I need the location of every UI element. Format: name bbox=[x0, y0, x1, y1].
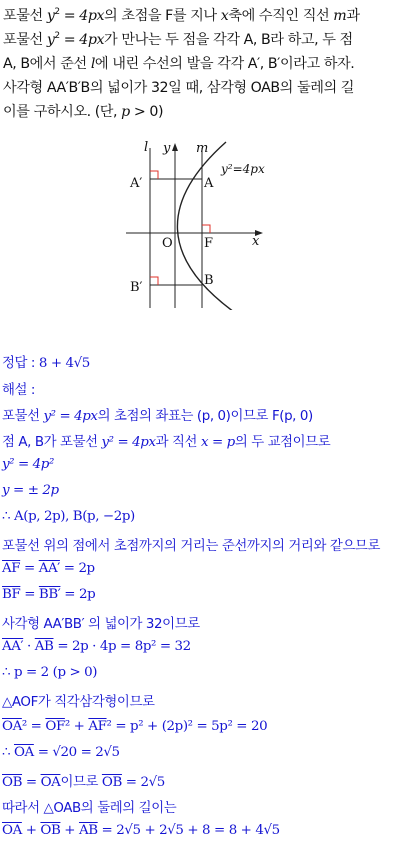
text: = bbox=[20, 561, 39, 576]
label-y: y bbox=[163, 141, 171, 156]
text: ² = bbox=[21, 719, 46, 734]
problem-line-5 bbox=[3, 100, 399, 124]
text: 의 초점을 F를 지나 bbox=[104, 8, 221, 24]
math: = 4px bbox=[59, 32, 105, 48]
text: 에 내린 수선의 발을 각각 A′, B′이라고 하자. bbox=[94, 56, 355, 72]
segment: $\overline{AF}$ bbox=[88, 719, 107, 734]
segment: $\overline{OA}$ bbox=[40, 775, 61, 790]
text: 과 bbox=[346, 8, 360, 24]
text: ² = p² + (2p)² = 5p² = 20 bbox=[106, 719, 268, 734]
solution-line bbox=[2, 405, 313, 424]
text: 점 A, B가 포물선 bbox=[2, 435, 102, 450]
math-sup: 2 bbox=[54, 31, 60, 41]
segment: $\overline{AF}$ bbox=[2, 561, 21, 576]
text: 이므로 bbox=[60, 775, 102, 790]
math: y bbox=[46, 8, 55, 24]
solution-line: ∴ p = 2 (p > 0) bbox=[2, 665, 98, 680]
math: p bbox=[121, 104, 130, 120]
text: = 2√5 bbox=[121, 775, 165, 790]
label-a-prime: A′ bbox=[130, 176, 143, 191]
parabola-figure bbox=[118, 140, 278, 310]
answer-line bbox=[2, 352, 90, 371]
math: m bbox=[333, 8, 347, 24]
segment: $\overline{OB}$ bbox=[40, 823, 61, 838]
segment: $\overline{OB}$ bbox=[2, 775, 23, 790]
text: 포물선 bbox=[3, 32, 47, 48]
label-b: B bbox=[204, 273, 214, 288]
solution-line bbox=[2, 561, 95, 576]
text: = 2p bbox=[59, 561, 95, 576]
solution-line bbox=[2, 431, 330, 450]
solution-line bbox=[2, 745, 120, 760]
text: 포물선 bbox=[2, 409, 44, 424]
segment: BB′ bbox=[38, 587, 61, 602]
solution-line: y² = 4p² bbox=[2, 457, 54, 472]
segment: $\overline{OF}$ bbox=[45, 719, 65, 734]
text: A, B에서 준선 bbox=[3, 56, 91, 72]
solution-line: 사각형 AA′BB′ 의 넓이가 32이므로 bbox=[2, 617, 200, 632]
text: 포물선 bbox=[3, 8, 47, 24]
solution-line bbox=[2, 587, 95, 602]
label-b-prime: B′ bbox=[130, 280, 143, 295]
text: = bbox=[22, 775, 41, 790]
answer-label: 정답 : bbox=[2, 356, 39, 371]
text: 의 두 교점이므로 bbox=[234, 435, 331, 450]
text: 가 만나는 두 점을 각각 A, B라 하고, 두 점 bbox=[104, 32, 353, 48]
text: = 2p · 4p = 8p² = 32 bbox=[53, 639, 191, 654]
segment: $\overline{OA}$ bbox=[13, 745, 34, 760]
math: x bbox=[220, 8, 229, 24]
solution-heading: 해설 : bbox=[2, 383, 36, 398]
segment: AA′ bbox=[38, 561, 60, 576]
text: + bbox=[60, 823, 79, 838]
text: ∴ bbox=[2, 745, 14, 760]
problem-line-4: 사각형 AA′B′B의 넓이가 32일 때, 삼각형 OAB의 둘레의 길 bbox=[3, 80, 355, 96]
label-o: O bbox=[162, 236, 173, 251]
problem-line-3 bbox=[3, 52, 399, 76]
solution-line bbox=[2, 719, 267, 734]
text: = 2p bbox=[60, 587, 96, 602]
solution-line: 포물선 위의 점에서 초점까지의 거리는 준선까지의 거리와 같으므로 bbox=[2, 539, 380, 554]
text: = 2√5 + 2√5 + 8 = 8 + 4√5 bbox=[97, 823, 280, 838]
label-f: F bbox=[204, 236, 214, 251]
solution-line: y = ± 2p bbox=[2, 483, 59, 498]
math: = 4px bbox=[59, 8, 105, 24]
right-angle-mark-b1 bbox=[150, 277, 158, 285]
text: + bbox=[21, 823, 41, 838]
right-angle-mark-a1 bbox=[150, 171, 158, 179]
text: 축에 수직인 직선 bbox=[228, 8, 334, 24]
math: y bbox=[46, 32, 55, 48]
label-a: A bbox=[204, 176, 214, 191]
label-m: m bbox=[196, 141, 209, 156]
math-sup: 2 bbox=[54, 7, 60, 17]
segment: $\overline{OA}$ bbox=[2, 719, 22, 734]
y-axis-arrow bbox=[172, 143, 178, 151]
math: x = p bbox=[200, 435, 235, 450]
segment: $\overline{AB}$ bbox=[34, 639, 54, 654]
segment: AA′ bbox=[2, 639, 24, 654]
math: y² = 4px bbox=[101, 435, 156, 450]
problem-line-2 bbox=[3, 28, 399, 52]
text: 의 초점의 좌표는 (p, 0)이므로 F(p, 0) bbox=[97, 409, 313, 424]
solution-line: ∴ A(p, 2p), B(p, −2p) bbox=[2, 509, 135, 524]
problem-line-1 bbox=[3, 4, 399, 28]
math: y² = 4px bbox=[43, 409, 98, 424]
label-l: l bbox=[144, 140, 149, 155]
right-angle-mark-f bbox=[202, 225, 210, 233]
solution-line bbox=[2, 823, 280, 838]
problem-statement bbox=[3, 4, 399, 124]
label-equation: y²=4px bbox=[221, 162, 265, 176]
solution-line: △AOF가 직각삼각형이므로 bbox=[2, 695, 155, 710]
text: 이를 구하시오. (단, bbox=[3, 104, 122, 120]
text: ² + bbox=[64, 719, 89, 734]
solution-line: 따라서 △OAB의 둘레의 길이는 bbox=[2, 801, 177, 816]
text: · bbox=[23, 639, 35, 654]
label-x: x bbox=[252, 234, 260, 249]
solution-line bbox=[2, 639, 191, 654]
text: > 0) bbox=[129, 104, 164, 120]
segment: $\overline{OA}$ bbox=[2, 823, 22, 838]
text: = bbox=[20, 587, 39, 602]
text: = √20 = 2√5 bbox=[33, 745, 120, 760]
segment: $\overline{AB}$ bbox=[78, 823, 98, 838]
segment: $\overline{BF}$ bbox=[2, 587, 21, 602]
answer-value: 8 + 4√5 bbox=[38, 356, 90, 371]
math: l bbox=[90, 56, 95, 72]
segment: $\overline{OB}$ bbox=[101, 775, 122, 790]
text: 과 직선 bbox=[155, 435, 201, 450]
solution-line bbox=[2, 771, 165, 790]
